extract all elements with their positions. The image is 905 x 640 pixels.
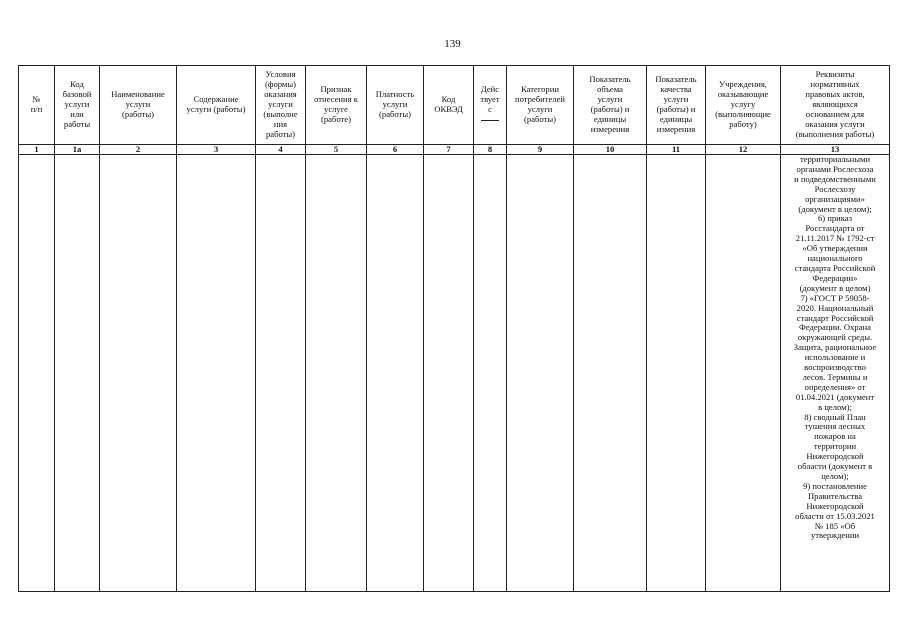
header-line: единицы bbox=[659, 113, 693, 124]
header-line: (выполняющие bbox=[715, 108, 771, 119]
header-line: измерения bbox=[656, 123, 696, 134]
table-cell-empty bbox=[706, 155, 781, 592]
table-cell-empty bbox=[306, 155, 367, 592]
header-line: оказания услуги bbox=[805, 118, 865, 129]
header-line: (работы) и bbox=[656, 104, 696, 114]
header-line: нормативных bbox=[810, 79, 860, 90]
legal-acts-text-line: (документ в целом) bbox=[799, 282, 871, 293]
legal-acts-text-line: и подведомственными bbox=[794, 173, 876, 184]
legal-acts-text-line: органами Рослесхоза bbox=[796, 163, 874, 174]
header-line: потребителей bbox=[515, 94, 565, 105]
legal-acts-text-line: Федерации. Охрана bbox=[799, 322, 871, 333]
header-line: Код bbox=[70, 79, 84, 90]
header-line: объема bbox=[597, 84, 623, 95]
header-line: (выполне bbox=[263, 108, 298, 119]
column-header-11 bbox=[647, 66, 706, 145]
header-line: услуги bbox=[268, 99, 293, 110]
legal-acts-text-line: пожаров на bbox=[814, 431, 856, 442]
column-header-9 bbox=[507, 66, 574, 145]
header-line: основанием для bbox=[805, 108, 865, 119]
column-number: 3 bbox=[177, 145, 256, 155]
legal-acts-text-line: территориальными bbox=[799, 154, 871, 164]
header-line: Реквизиты bbox=[815, 69, 855, 80]
header-line: (выполнения работы) bbox=[795, 128, 875, 139]
header-line: являющихся bbox=[812, 99, 858, 110]
column-header-8 bbox=[474, 66, 507, 145]
page-number: 139 bbox=[444, 38, 461, 50]
legal-acts-text-line: (документ в целом); bbox=[798, 203, 872, 214]
underline-mark bbox=[476, 115, 504, 125]
column-header-12 bbox=[706, 66, 781, 145]
column-header-5 bbox=[306, 66, 367, 145]
column-number: 7 bbox=[424, 145, 474, 155]
column-number: 4 bbox=[256, 145, 306, 155]
header-line: отнесения к bbox=[314, 94, 358, 105]
legal-acts-text-line: 01.04.2021 (документ bbox=[795, 391, 875, 402]
column-header-no bbox=[19, 66, 55, 145]
table-cell-empty bbox=[19, 155, 55, 592]
table-cell-empty bbox=[424, 155, 474, 592]
header-line: услуги (работы) bbox=[186, 104, 246, 114]
legal-acts-text-line: «Об утверждении bbox=[802, 243, 868, 254]
header-line: твует bbox=[480, 94, 500, 105]
header-line: Категории bbox=[521, 84, 559, 95]
header-line: Показатель bbox=[589, 74, 631, 85]
legal-acts-text-line: национального bbox=[807, 253, 863, 264]
legal-acts-text-line: Правительства bbox=[807, 490, 863, 501]
legal-acts-text-line: в целом); bbox=[818, 401, 852, 412]
legal-acts-text-line: утверждении bbox=[810, 530, 860, 541]
header-line: Показатель bbox=[655, 74, 697, 85]
header-line: Дейс bbox=[480, 84, 500, 95]
header-line: ОКВЭД bbox=[434, 104, 463, 114]
table-cell-empty bbox=[647, 155, 706, 592]
header-line: работы) bbox=[265, 128, 296, 139]
header-line: услуги bbox=[382, 99, 408, 110]
column-number: 11 bbox=[647, 145, 706, 155]
header-line: Условия bbox=[265, 69, 296, 80]
table-cell-empty bbox=[177, 155, 256, 592]
header-line: услуги bbox=[597, 94, 623, 105]
header-line: (работы) bbox=[524, 113, 556, 124]
legal-acts-text-line: Защита, рациональное bbox=[793, 342, 877, 353]
legal-acts-text-line: Росстандарта от bbox=[805, 223, 865, 234]
header-line: Признак bbox=[320, 84, 352, 95]
header-line: (работы) и bbox=[590, 104, 630, 114]
header-line: с bbox=[488, 104, 492, 114]
header-row bbox=[19, 66, 890, 145]
legal-acts-text-line: 7) «ГОСТ Р 59058- bbox=[800, 292, 870, 303]
services-registry-table bbox=[18, 65, 890, 592]
header-line: оказывающие bbox=[717, 89, 769, 100]
legal-acts-text-line: Федерации» bbox=[812, 272, 858, 283]
header-line: услуге bbox=[324, 104, 348, 114]
column-number: 8 bbox=[474, 145, 507, 155]
legal-acts-text-line: определения» от bbox=[804, 381, 866, 392]
header-line: правовых актов, bbox=[805, 89, 865, 100]
legal-acts-text-line: Нижегородской bbox=[806, 500, 864, 511]
legal-acts-text-line: лесов. Термины и bbox=[802, 371, 868, 382]
table-cell-empty bbox=[474, 155, 507, 592]
legal-acts-cell bbox=[781, 155, 890, 592]
legal-acts-text-line: 2020. Национальный bbox=[796, 302, 874, 313]
column-header-1a bbox=[55, 66, 100, 145]
header-line: Учреждения, bbox=[719, 79, 767, 90]
column-header-7 bbox=[424, 66, 474, 145]
legal-acts-text-line: области (документ в bbox=[797, 461, 873, 472]
table-cell-empty bbox=[256, 155, 306, 592]
legal-acts-text-line: воспроизводство bbox=[804, 362, 866, 373]
column-number: 2 bbox=[100, 145, 177, 155]
header-line: базовой bbox=[62, 89, 92, 100]
column-number: 5 bbox=[306, 145, 367, 155]
legal-acts-text-line: 6) приказ bbox=[817, 213, 853, 224]
column-header-10 bbox=[574, 66, 647, 145]
column-header-2 bbox=[100, 66, 177, 145]
header-line: работу) bbox=[729, 118, 757, 129]
legal-acts-text-line: 9) постановление bbox=[803, 480, 867, 491]
column-number: 1 bbox=[19, 145, 55, 155]
table-row bbox=[19, 155, 890, 592]
header-line: или bbox=[70, 108, 84, 119]
legal-acts-text-line: организациями» bbox=[805, 193, 865, 204]
column-number: 13 bbox=[781, 145, 890, 155]
table-cell-empty bbox=[507, 155, 574, 592]
table-cell-empty bbox=[55, 155, 100, 592]
column-number: 9 bbox=[507, 145, 574, 155]
column-number-row bbox=[19, 145, 890, 155]
header-line: качества bbox=[660, 84, 692, 95]
column-header-3 bbox=[177, 66, 256, 145]
legal-acts-text-line: территории bbox=[813, 441, 857, 452]
header-line: услуги bbox=[663, 94, 689, 105]
legal-acts-text-line: области от 15.03.2021 bbox=[795, 510, 875, 521]
table-cell-empty bbox=[367, 155, 424, 592]
table-cell-empty bbox=[574, 155, 647, 592]
legal-acts-text-line: 21.11.2017 № 1792-ст bbox=[795, 233, 875, 244]
header-line: п/п bbox=[30, 104, 43, 114]
column-number: 10 bbox=[574, 145, 647, 155]
header-line: № bbox=[32, 94, 41, 105]
header-line: Платность bbox=[375, 89, 415, 100]
header-line: услуги bbox=[125, 99, 151, 110]
header-line: Код bbox=[441, 94, 456, 105]
header-line: Содержание bbox=[193, 94, 239, 105]
header-line: (работе) bbox=[321, 113, 351, 124]
legal-acts-text-line: Рослесхозу bbox=[814, 183, 856, 194]
header-line: Наименование bbox=[111, 89, 165, 100]
column-number: 1а bbox=[55, 145, 100, 155]
column-number: 6 bbox=[367, 145, 424, 155]
header-line: оказания bbox=[264, 89, 297, 100]
header-line: (работы) bbox=[122, 108, 154, 119]
column-header-4 bbox=[256, 66, 306, 145]
header-line: (работы) bbox=[379, 108, 411, 119]
header-line: измерения bbox=[590, 123, 630, 134]
table-cell-empty bbox=[100, 155, 177, 592]
column-header-6 bbox=[367, 66, 424, 145]
legal-acts-text-line: окружающей среды. bbox=[797, 332, 873, 343]
header-line: услуги bbox=[527, 104, 553, 114]
header-line: (формы) bbox=[265, 79, 296, 90]
header-line: единицы bbox=[593, 113, 627, 124]
legal-acts-text-line: тушения лесных bbox=[804, 421, 866, 432]
header-line: работы bbox=[63, 118, 91, 129]
column-header-13 bbox=[781, 66, 890, 145]
column-number: 12 bbox=[706, 145, 781, 155]
legal-acts-text-line: стандарт Российской bbox=[796, 312, 874, 323]
legal-acts-text-line: целом); bbox=[821, 471, 849, 481]
legal-acts-text-line: использование и bbox=[804, 352, 866, 363]
header-line: ния bbox=[273, 118, 288, 129]
legal-acts-text-line: Нижегородской bbox=[806, 451, 864, 462]
legal-acts-text-line: 8) сводный План bbox=[804, 411, 866, 422]
legal-acts-text-line: № 185 «Об bbox=[814, 520, 856, 531]
legal-acts-text-line: стандарта Российской bbox=[794, 262, 876, 273]
header-line: услугу bbox=[730, 99, 756, 110]
header-line: услуги bbox=[64, 99, 90, 110]
